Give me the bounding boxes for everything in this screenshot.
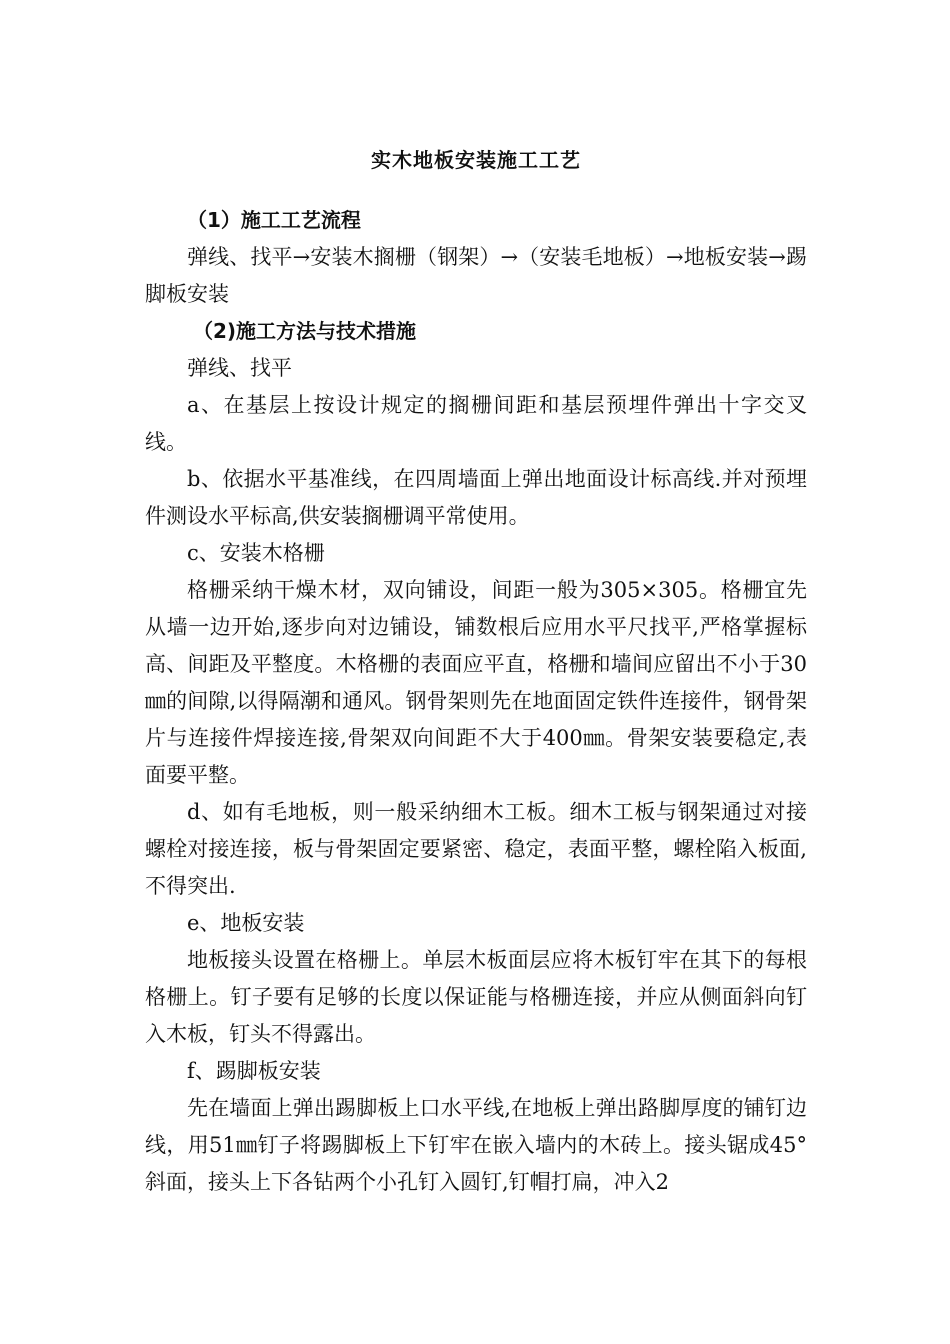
item-a-paragraph: a、在基层上按设计规定的搁栅间距和基层预埋件弹出十字交叉线。 — [145, 393, 807, 454]
item-c-body: 格栅采纳干燥木材，双向铺设，间距一般为305×305。格栅宜先从墙一边开始,逐步向对边铺设，铺数根后应用水平尺找平,严格掌握标高、间距及平整度。木格栅的表面应平直，格栅和墙间应留出不小于30㎜的间隙,以得隔潮和通风。钢骨架则先在地面固定铁件连接件，钢骨架片与连接件焊接连接,骨架双向间距不大于400㎜。骨架安装要稳定,表面要平整。 — [145, 578, 807, 787]
subheading-tanxian: 弹线、找平 — [187, 356, 292, 380]
item-e-title: e、地板安装 — [187, 911, 305, 935]
section-heading-methods: （2)施工方法与技术措施 — [193, 319, 417, 343]
item-c-title: c、安装木格栅 — [187, 541, 325, 565]
section-heading-process: （1）施工工艺流程 — [187, 208, 361, 232]
item-e-body: 地板接头设置在格栅上。单层木板面层应将木板钉牢在其下的每根格栅上。钉子要有足够的长度以保证能与格栅连接，并应从侧面斜向钉入木板，钉头不得露出。 — [145, 948, 807, 1046]
item-b-paragraph: b、依据水平基准线，在四周墙面上弹出地面设计标高线.并对预埋件测设水平标高,供安装搁栅调平常使用。 — [145, 467, 807, 528]
document-page — [145, 142, 807, 1201]
item-f-title: f、踢脚板安装 — [187, 1059, 321, 1083]
document-title: 实木地板安装施工工艺 — [371, 148, 581, 172]
item-f-body: 先在墙面上弹出踢脚板上口水平线,在地板上弹出路脚厚度的铺钉边线，用51㎜钉子将踢脚板上下钉牢在嵌入墙内的木砖上。接头锯成45°斜面，接头上下各钻两个小孔钉入圆钉,钉帽打扁，冲入2 — [145, 1096, 807, 1194]
process-flow-paragraph: 弹线、找平→安装木搁栅（钢架）→（安装毛地板）→地板安装→踢脚板安装 — [145, 245, 807, 306]
item-d-paragraph: d、如有毛地板，则一般采纳细木工板。细木工板与钢架通过对接螺栓对接连接，板与骨架固定要紧密、稳定，表面平整，螺栓陷入板面,不得突出. — [145, 800, 807, 898]
